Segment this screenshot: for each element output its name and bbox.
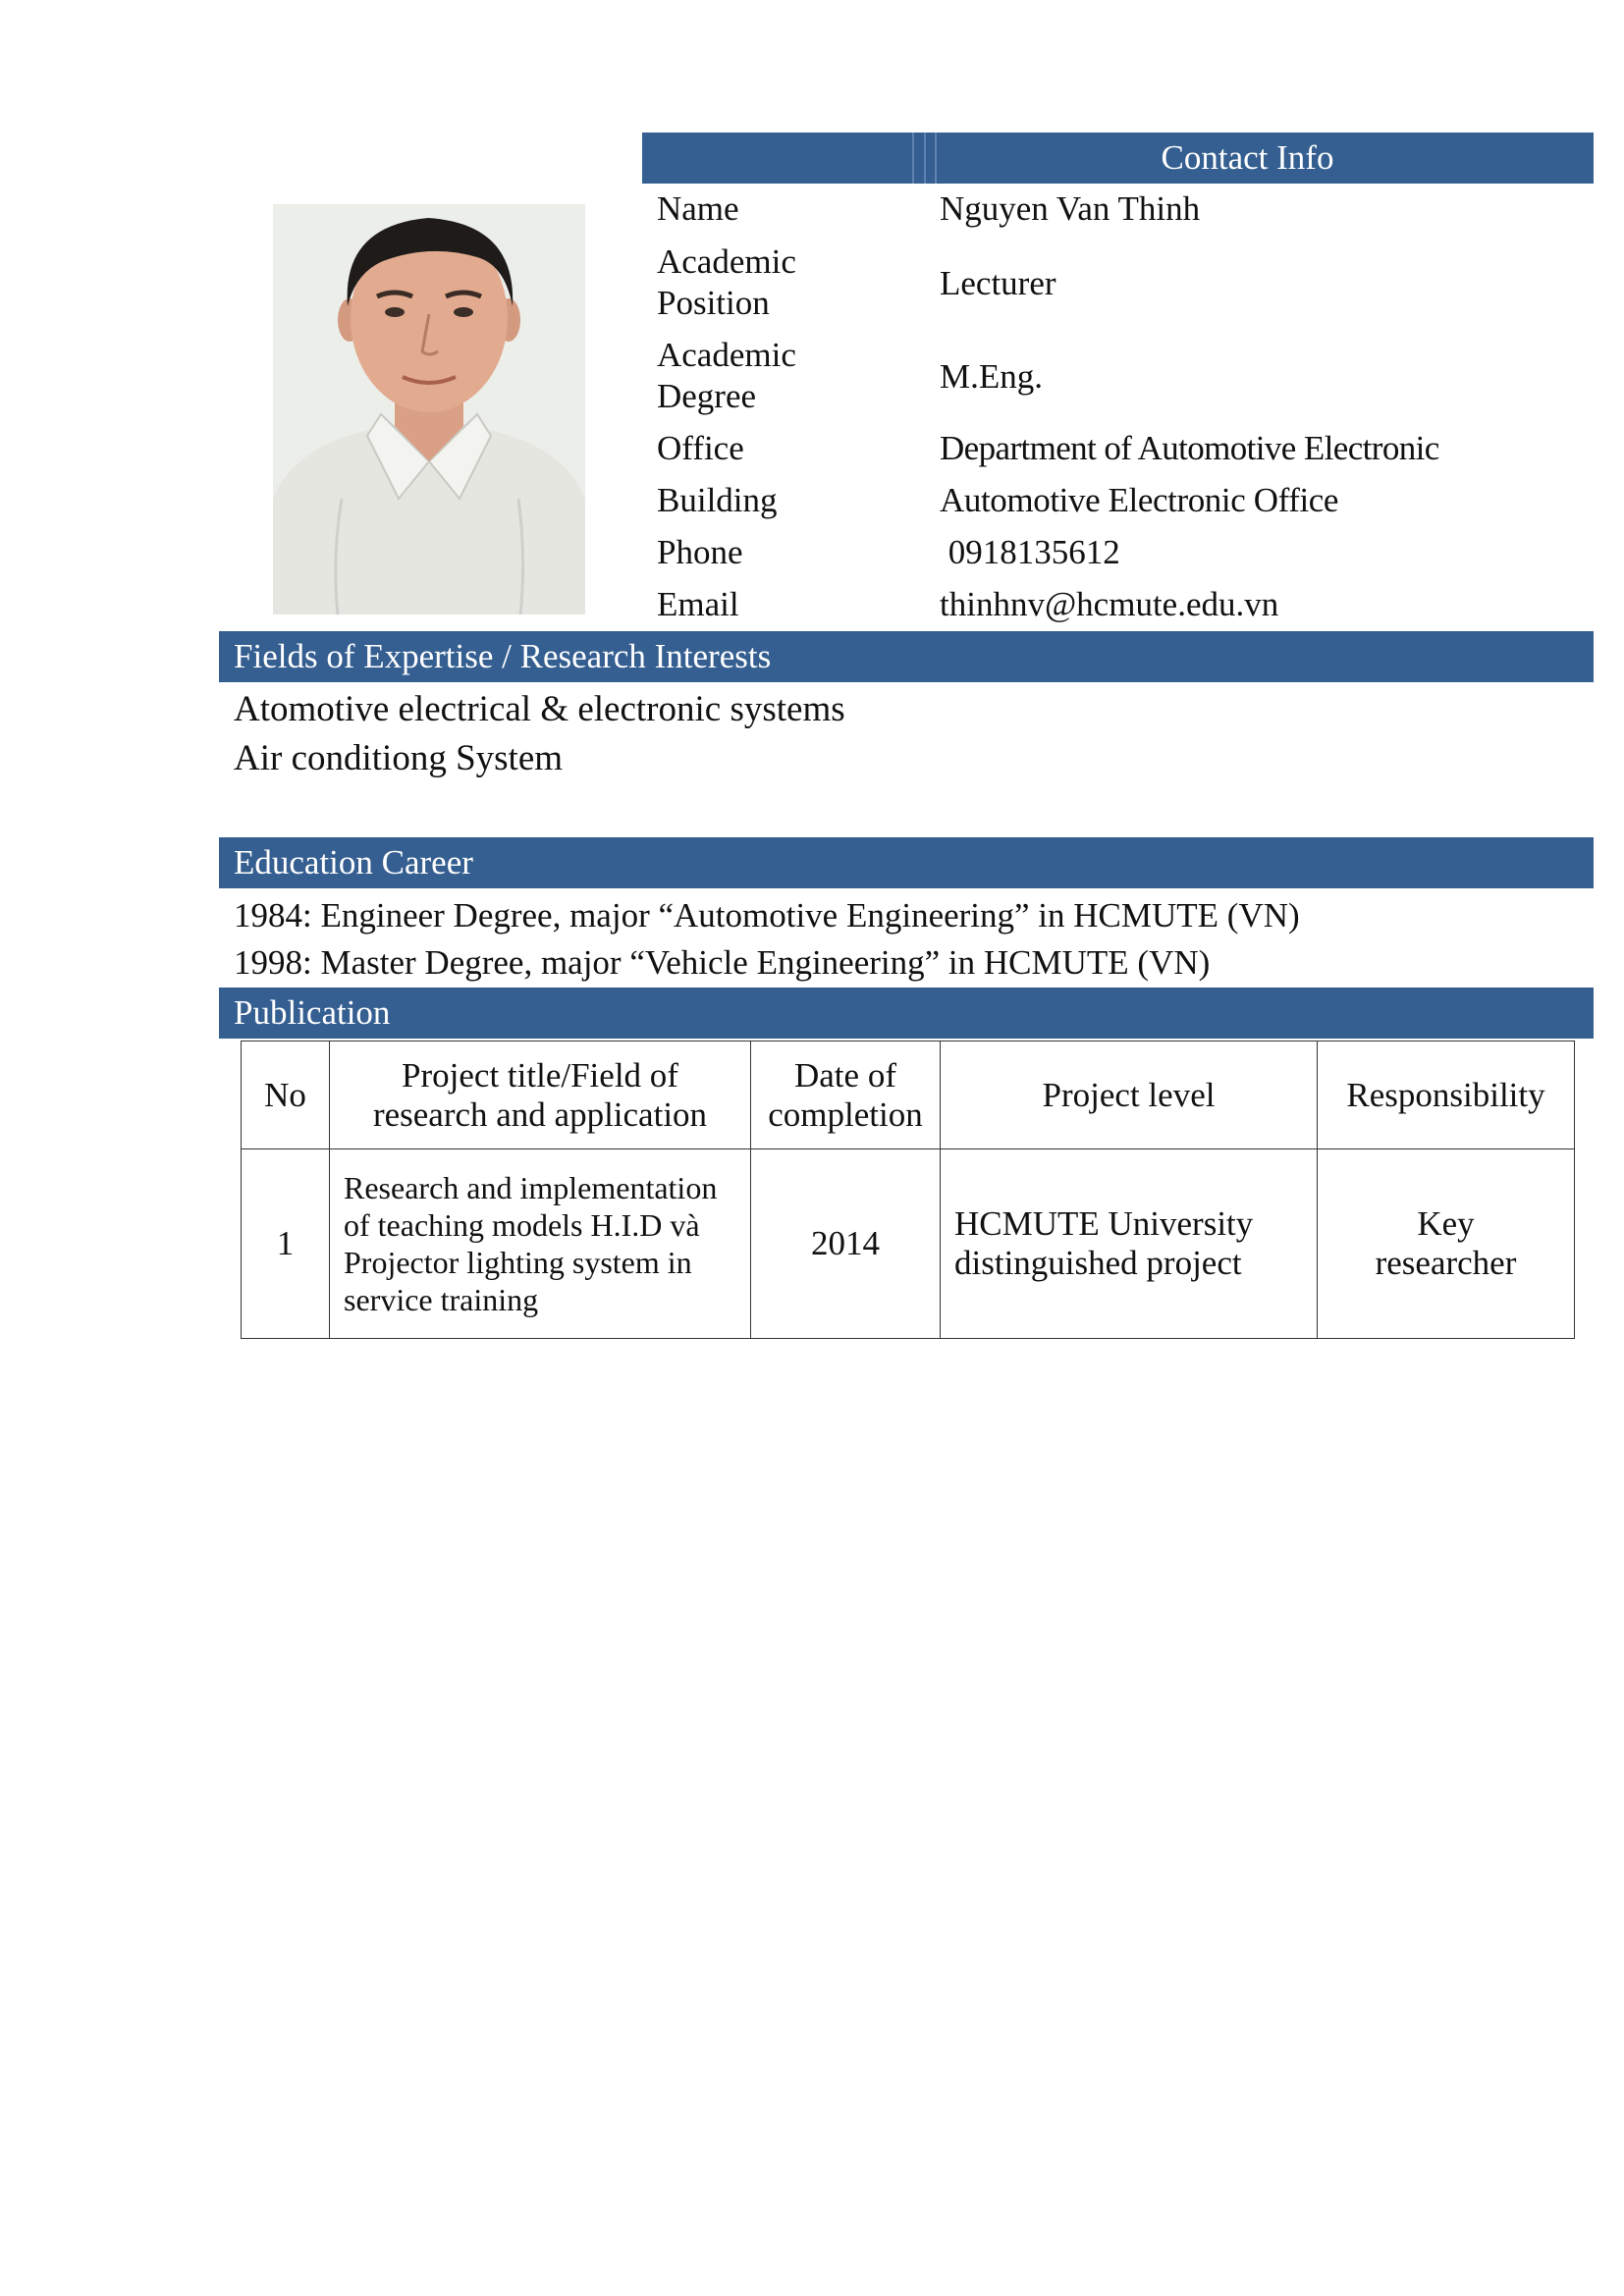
cell-level: HCMUTE University distinguished project	[941, 1149, 1318, 1339]
building-value: Automotive Electronic Office	[940, 481, 1339, 519]
col-responsibility-header: Responsibility	[1318, 1041, 1575, 1149]
office-value: Department of Automotive Electronic	[940, 429, 1439, 467]
name-label: Name	[657, 189, 739, 228]
portrait-illustration	[273, 204, 585, 614]
academic-position-label: Academic Position	[657, 242, 796, 322]
expertise-item: Air conditiong System	[234, 738, 564, 778]
contact-info-title: Contact Info	[1161, 138, 1334, 177]
contact-info-header	[642, 133, 1594, 184]
expertise-item: Atomotive electrical & electronic systems	[234, 689, 845, 729]
academic-degree-label: Academic Degree	[657, 336, 796, 415]
cell-responsibility: Key researcher	[1318, 1149, 1575, 1339]
col-level-header: Project level	[941, 1041, 1318, 1149]
building-label: Building	[657, 481, 778, 519]
office-label: Office	[657, 429, 744, 467]
col-no-header: No	[242, 1041, 330, 1149]
table-row	[242, 1149, 1575, 1339]
education-header: Education Career	[219, 837, 1594, 888]
phone-label: Phone	[657, 533, 743, 571]
email-value[interactable]: thinhnv@hcmute.edu.vn	[940, 585, 1279, 623]
phone-value: 0918135612	[940, 533, 1120, 571]
table-header-row	[242, 1041, 1575, 1149]
expertise-header: Fields of Expertise / Research Interests	[219, 631, 1594, 682]
cell-date: 2014	[751, 1149, 941, 1339]
education-item: 1984: Engineer Degree, major “Automotive Engineering” in HCMUTE (VN)	[234, 896, 1300, 934]
education-item: 1998: Master Degree, major “Vehicle Engineering” in HCMUTE (VN)	[234, 943, 1211, 982]
email-label: Email	[657, 585, 739, 623]
col-title-header: Project title/Field of research and application	[330, 1041, 751, 1149]
publication-table	[241, 1041, 1575, 1339]
cell-no: 1	[242, 1149, 330, 1339]
academic-degree-value: M.Eng.	[940, 357, 1043, 396]
publication-header: Publication	[219, 988, 1594, 1039]
profile-photo	[273, 204, 585, 614]
col-date-header: Date of completion	[751, 1041, 941, 1149]
cell-title: Research and implementation of teaching models H.I.D và Projector lighting system in service training	[330, 1149, 751, 1339]
name-value: Nguyen Van Thinh	[940, 189, 1201, 228]
academic-position-value: Lecturer	[940, 264, 1056, 302]
